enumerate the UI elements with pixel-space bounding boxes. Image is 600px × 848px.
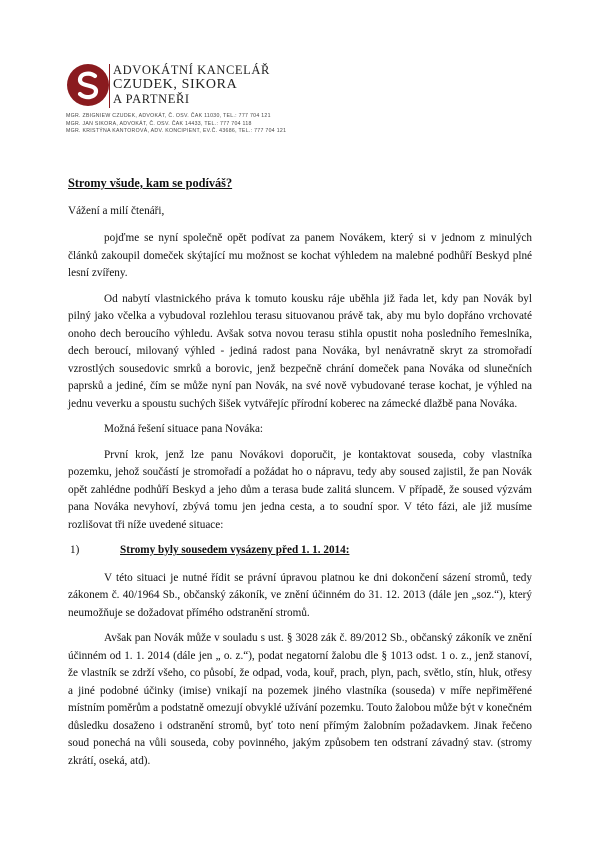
firm-separator <box>109 64 110 108</box>
list-number: 1) <box>70 544 80 556</box>
firm-name <box>113 63 353 106</box>
list-item <box>68 542 532 560</box>
firm-name-line-1: ADVOKÁTNÍ KANCELÁŘ <box>113 63 270 77</box>
paragraph: pojďme se nyní společně opět podívat za panem Novákem, který si v jednom z minulých článků zakoupil domeček skýtající mu možnost se kochat výhledem na malebné podhůří Beskyd plné lesní zvířeny. <box>68 232 532 279</box>
article-body <box>68 175 532 778</box>
contact-line: MGR. KRISTÝNA KANTOROVÁ, ADV. KONCIPIENT, EV.Č. 43686, TEL.: 777 704 121 <box>66 128 287 135</box>
firm-name-line-3: A PARTNEŘI <box>113 92 190 106</box>
list-heading: Stromy byly sousedem vysázeny před 1. 1. 2014: <box>120 544 350 556</box>
paragraph: V této situaci je nutné řídit se právní úpravou platnou ke dni dokončení sázení stromů, tedy zákonem č. 40/1964 Sb., občanský zákoník, ve znění účinném do 31. 12. 2013 (dále jen „soz.“), který neumožňuje se dožadovat přímého odstranění stromů. <box>68 571 532 619</box>
firm-contacts <box>66 113 366 136</box>
contact-line: MGR. JAN SIKORA, ADVOKÁT, Č. OSV. ČAK 14433, TEL.: 777 704 118 <box>66 120 252 127</box>
firm-name-line-2: CZUDEK, SIKORA <box>113 77 238 92</box>
law-firm-logo <box>66 63 110 107</box>
article-greeting: Vážení a milí čtenáři, <box>68 204 165 217</box>
contact-line: MGR. ZBIGNIEW CZUDEK, ADVOKÁT, Č. OSV. ČAK 11030, TEL.: 777 704 121 <box>66 113 271 119</box>
paragraph: Avšak pan Novák může v souladu s ust. § 3028 zák č. 89/2012 Sb., občanský zákoník ve znění účinném od 1. 1. 2014 (dále jen „ o. z.“), podat negatorní žalobu dle § 1013 odst. 1 o. z., jenž stanoví, že vlastník se zdrží všeho, co působí, že odpad, voda, kouř, prach, plyn, pach, světlo, stín, hluk, otřesy a jiné podobné účinky (imise) vnikají na pozemek jiného vlastníka (souseda) v míře nepřiměřené místním poměrům a podstatně omezují obvyklé užívání pozemku. Touto žalobou může být v konečném důsledku dosaženo i odstranění stromů, byť toto není přímým žalobním požadavkem. Jinak řečeno soud ponechá na vůli souseda, coby povinného, jakým způsobem ten odstraní závadný stav. (stromy zkrátí, oseká, atd). <box>68 632 532 767</box>
paragraph: První krok, jenž lze panu Novákovi doporučit, je kontaktovat souseda, coby vlastníka pozemku, jehož součástí je stromořadí a požádat ho o nápravu, tedy aby soused zajistil, že pan Novák opět zahlédne podhůří Beskyd a jeho dům a terasa bude zalitá sluncem. V případě, že soused výzvám pana Nováka nevyhoví, zbývá tomu jen jedna cesta, a to soudní spor. V této fázi, ale již musíme rozlišovat tři níže uvedené situace: <box>68 448 532 531</box>
article-title: Stromy všude, kam se podíváš? <box>68 176 233 190</box>
paragraph: Od nabytí vlastnického práva k tomuto kousku ráje uběhla již řada let, kdy pan Novák byl pilný jako včelka a vybudoval rozlehlou terasu situovanou právě tak, aby mu bylo dopřáno vrchovaté onoho dech beroucího výhledu. Avšak sotva novou terasu stihla opustit noha posledního řemeslníka, dech beroucí, milovaný výhled - jediná radost pana Nováka, byl nenávratně skryt za stromořadí vzrostlých sousedovic smrků a borovic, jenž bezpečně chrání domeček pana Nováka od slunečních paprsků a jediné, čím se může nyní pan Novák, na své nově vybudované terase kochat, je výhled na jednu veverku a spoustu suchých šišek vytvářejíc přírodní koberec na zámecké dlažbě pana Nováka. <box>68 292 532 410</box>
paragraph: Možná řešení situace pana Nováka: <box>104 423 264 435</box>
